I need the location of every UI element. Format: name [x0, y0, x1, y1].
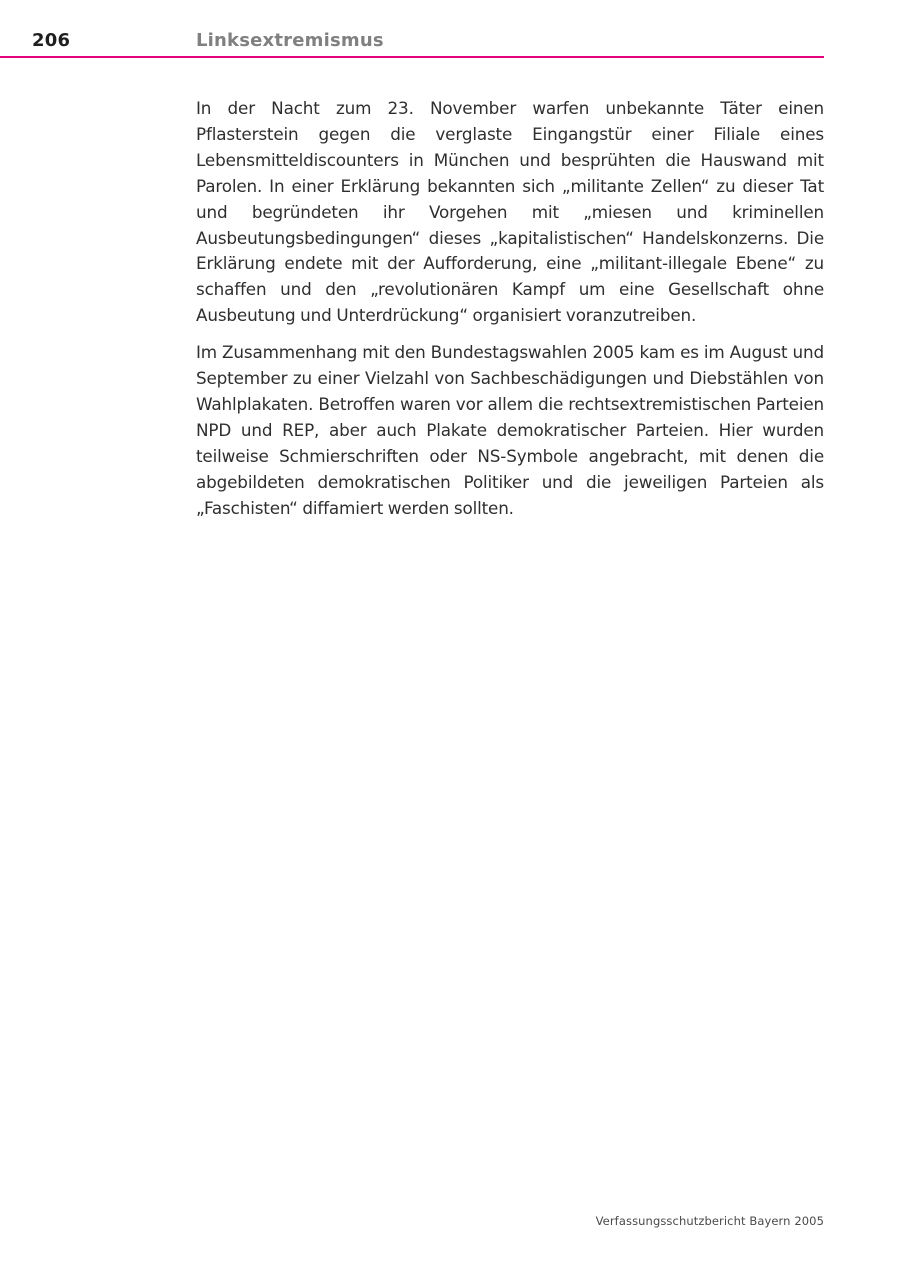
- paragraph-1: In der Nacht zum 23. November warfen unbekannte Täter einen Pflasterstein gegen die verglaste Eingangstür einer Filiale eines Lebensmitteldiscounters in München und besprühten die Hauswand mit Parolen. In einer Erklärung bekannten sich „militante Zellen“ zu dieser Tat und begründeten ihr Vorgehen mit „miesen und kriminellen Ausbeutungsbedingungen“ dieses „kapitalistischen“ Handelskonzerns. Die Erklärung endete mit der Aufforderung, eine „militant-illegale Ebene“ zu schaffen und den „revolutionären Kampf um eine Gesellschaft ohne Ausbeutung und Unterdrückung“ organisiert voranzutreiben.: [196, 98, 824, 326]
- page-number: 206: [32, 30, 71, 51]
- paragraph-2: Im Zusammenhang mit den Bundestagswahlen 2005 kam es im August und September zu einer Vielzahl von Sachbeschädigungen und Diebstählen von Wahlplakaten. Betroffen waren vor allem die rechtsextremistischen Parteien NPD und REP, aber auch Plakate demokratischer Parteien. Hier wurden teilweise Schmierschriften oder NS-Symbole angebracht, mit denen die abgebildeten demokratischen Politiker und die jeweiligen Parteien als „Faschisten“ diffamiert werden sollten.: [196, 342, 824, 518]
- section-title: Linksextremismus: [196, 30, 384, 51]
- header-divider: [0, 56, 824, 58]
- footer-publication-title: Verfassungsschutzbericht Bayern 2005: [595, 1214, 824, 1228]
- body-text: [196, 96, 824, 533]
